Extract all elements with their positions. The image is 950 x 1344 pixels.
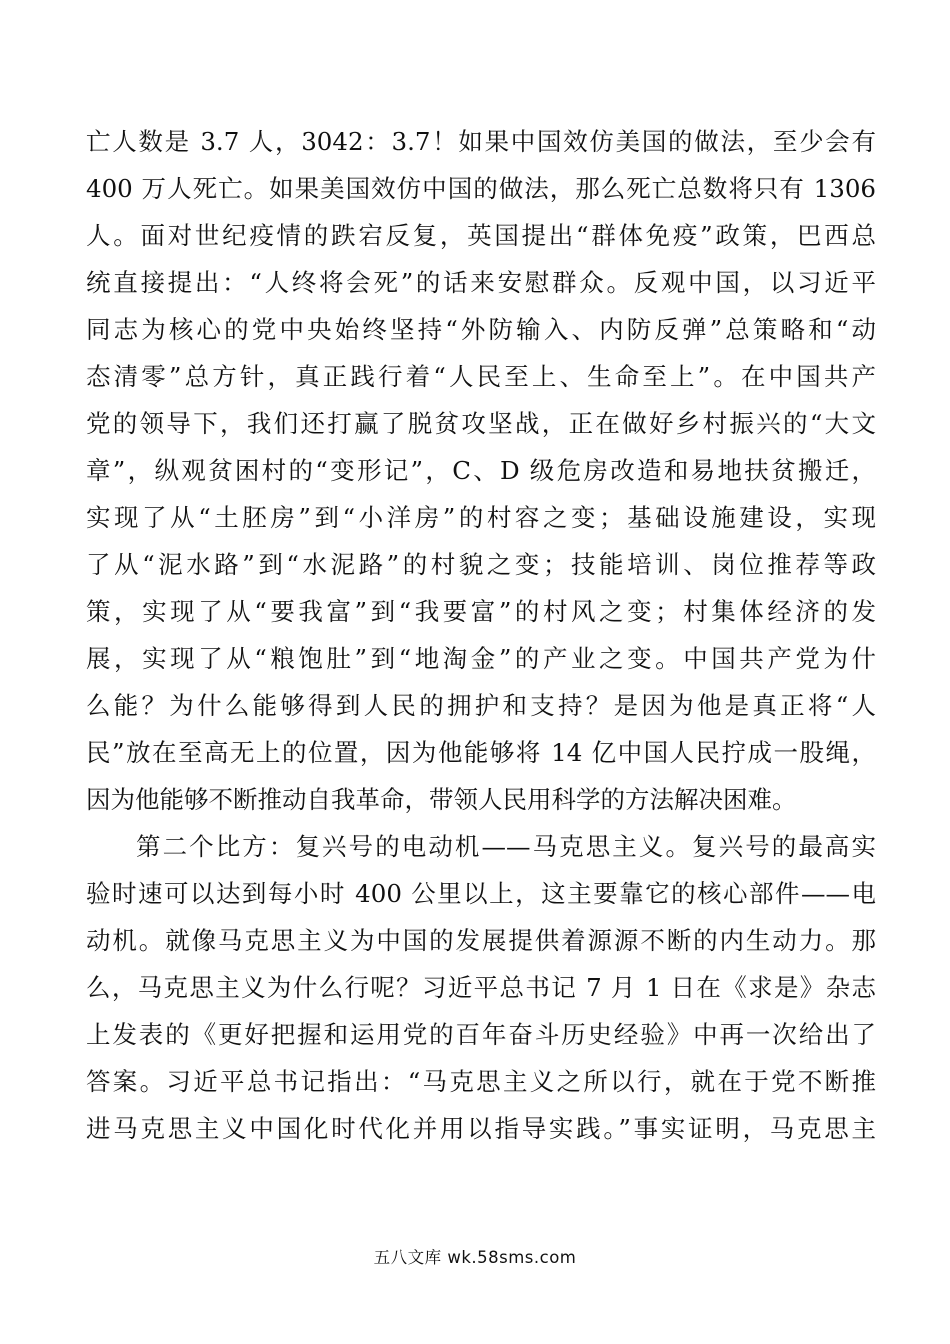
paragraph-2-line-3: 动机。就像马克思主义为中国的发展提供着源源不断的内生动力。那 [86, 926, 876, 955]
paragraph-1-line-3: 人。面对世纪疫情的跌宕反复，英国提出“群体免疫”政策，巴西总 [86, 221, 876, 250]
paragraph-1-line-2: 400 万人死亡。如果美国效仿中国的做法，那么死亡总数将只有 1306 [86, 174, 876, 203]
paragraph-1-line-12: 展，实现了从“粮饱肚”到“地淘金”的产业之变。中国共产党为什 [86, 644, 876, 673]
paragraph-2-line-2: 验时速可以达到每小时 400 公里以上，这主要靠它的核心部件——电 [86, 879, 876, 908]
paragraph-1-line-11: 策，实现了从“要我富”到“我要富”的村风之变；村集体经济的发 [86, 597, 876, 626]
paragraph-1-line-5: 同志为核心的党中央始终坚持“外防输入、内防反弹”总策略和“动 [86, 315, 876, 344]
paragraph-1-line-15: 因为他能够不断推动自我革命，带领人民用科学的方法解决困难。 [86, 785, 797, 814]
paragraph-2-line-4: 么，马克思主义为什么行呢？习近平总书记 7 月 1 日在《求是》杂志 [86, 973, 876, 1002]
paragraph-1-line-14: 民”放在至高无上的位置，因为他能够将 14 亿中国人民拧成一股绳， [86, 738, 876, 767]
paragraph-1-line-6: 态清零”总方针，真正践行着“人民至上、生命至上”。在中国共产 [86, 362, 876, 391]
paragraph-1-line-13: 么能？为什么能够得到人民的拥护和支持？是因为他是真正将“人 [86, 691, 876, 720]
paragraph-1-line-9: 实现了从“土胚房”到“小洋房”的村容之变；基础设施建设，实现 [86, 503, 876, 532]
paragraph-2-line-1: 第二个比方：复兴号的电动机——马克思主义。复兴号的最高实 [136, 832, 876, 861]
paragraph-1-line-4: 统直接提出：“人终将会死”的话来安慰群众。反观中国，以习近平 [86, 268, 876, 297]
paragraph-1-line-8: 章”，纵观贫困村的“变形记”，C、D 级危房改造和易地扶贫搬迁， [86, 456, 876, 485]
paragraph-1-line-7: 党的领导下，我们还打赢了脱贫攻坚战，正在做好乡村振兴的“大文 [86, 409, 876, 438]
paragraph-1-line-10: 了从“泥水路”到“水泥路”的村貌之变；技能培训、岗位推荐等政 [86, 550, 876, 579]
document-body [86, 118, 876, 1152]
page-footer-watermark: 五八文库 wk.58sms.com [373, 1248, 577, 1267]
paragraph-2-line-5: 上发表的《更好把握和运用党的百年奋斗历史经验》中再一次给出了 [86, 1020, 876, 1049]
paragraph-2-line-6: 答案。习近平总书记指出：“马克思主义之所以行，就在于党不断推 [86, 1067, 876, 1096]
paragraph-2-line-7: 进马克思主义中国化时代化并用以指导实践。”事实证明，马克思主 [86, 1114, 876, 1143]
paragraph-1-line-1: 亡人数是 3.7 人，3042：3.7！如果中国效仿美国的做法，至少会有 [86, 127, 876, 156]
